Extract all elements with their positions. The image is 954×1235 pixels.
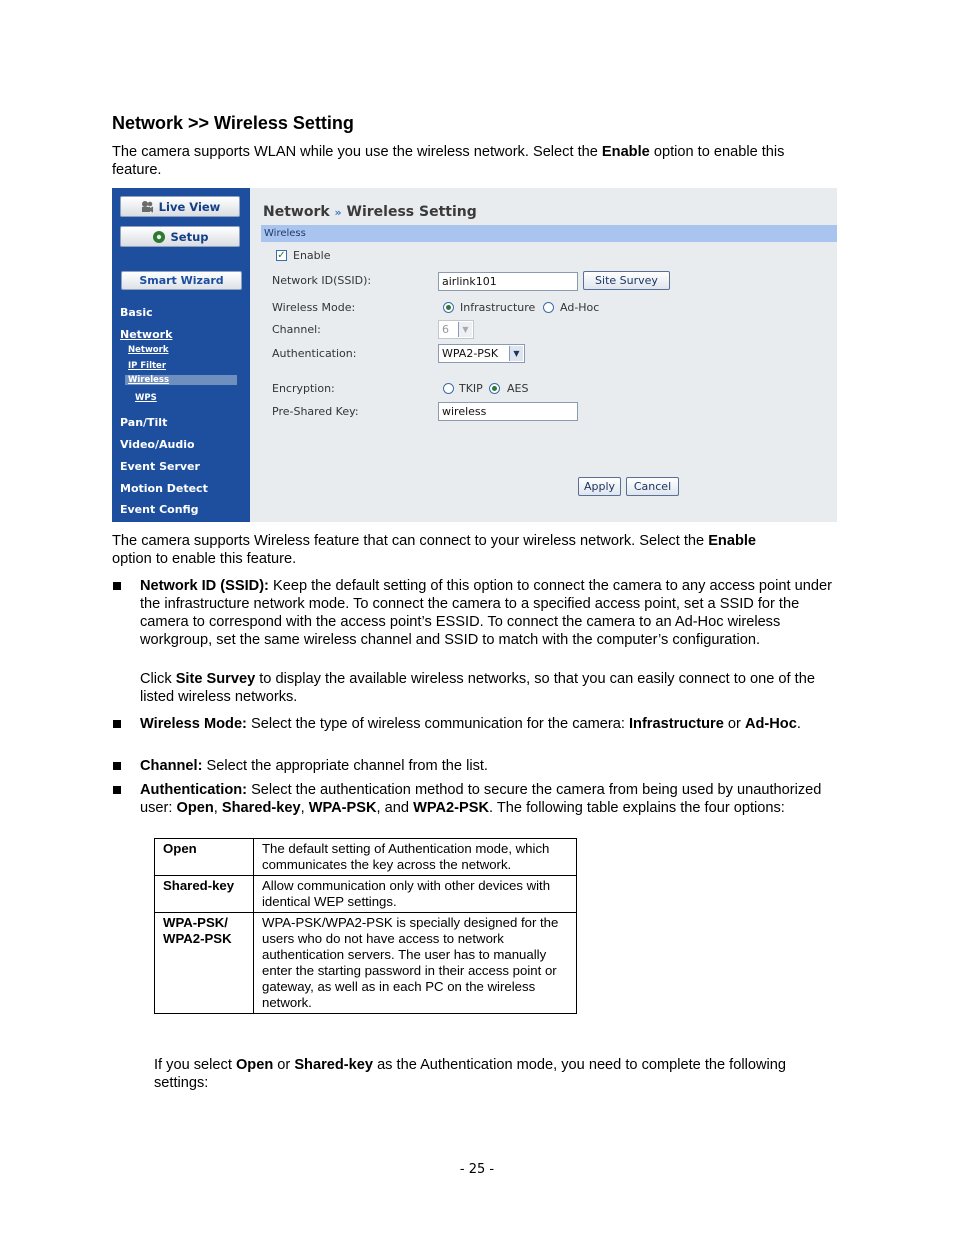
enable-label: Enable <box>293 249 331 262</box>
nav-ip-filter[interactable]: IP Filter <box>128 361 167 371</box>
bullet-marker <box>113 762 121 770</box>
chevron-down-icon: ▼ <box>458 322 472 337</box>
site-survey-note: Click Site Survey to display the available wireless networks, so that you can easily connect to one of the listed wireless networks. <box>140 671 815 705</box>
channel-select[interactable]: 6 ▼ <box>438 320 474 339</box>
psk-label: Pre-Shared Key: <box>272 405 359 418</box>
camera-icon <box>140 200 154 214</box>
table-key: Open <box>155 839 254 876</box>
gear-icon <box>152 230 166 244</box>
table-desc: Allow communication only with other devices with identical WEP settings. <box>254 876 577 913</box>
table-key: WPA-PSK/ WPA2-PSK <box>155 913 254 1014</box>
apply-button[interactable]: Apply <box>578 477 621 496</box>
section-bar: Wireless <box>261 225 837 242</box>
bullet-marker <box>113 582 121 590</box>
nav-video-audio[interactable]: Video/Audio <box>120 438 195 451</box>
table-row <box>155 913 577 1014</box>
infrastructure-radio[interactable] <box>443 302 454 313</box>
bullet-marker <box>113 786 121 794</box>
auth-select[interactable]: WPA2-PSK ▼ <box>438 344 525 363</box>
setup-button[interactable]: Setup <box>120 226 240 247</box>
ssid-input[interactable]: airlink101 <box>438 272 578 291</box>
bullet-mode: Wireless Mode: Select the type of wireless communication for the camera: Infrastructure or Ad-Hoc. <box>140 716 801 732</box>
live-view-button[interactable]: Live View <box>120 196 240 217</box>
sidebar <box>112 188 250 522</box>
psk-input[interactable]: wireless <box>438 402 578 421</box>
nav-event-server[interactable]: Event Server <box>120 460 200 473</box>
bullet-channel: Channel: Select the appropriate channel from the list. <box>140 758 488 774</box>
site-survey-button[interactable]: Site Survey <box>583 271 670 290</box>
nav-event-config[interactable]: Event Config <box>120 503 199 516</box>
chevron-down-icon: ▼ <box>509 346 523 361</box>
nav-network-sub[interactable]: Network <box>128 345 169 355</box>
nav-wireless[interactable]: Wireless <box>125 375 237 385</box>
content-title: Network » Wireless Setting <box>263 204 477 220</box>
nav-motion-detect[interactable]: Motion Detect <box>120 482 208 495</box>
nav-wps[interactable]: WPS <box>135 393 157 403</box>
encryption-label: Encryption: <box>272 382 335 395</box>
bullet-ssid: Network ID (SSID): Keep the default setting of this option to connect the camera to any access point under the infrastructure network mode. To connect the camera to a specified access point, set a SSID for the camera to correspond with the access point’s ESSID. To connect the camera to an Ad-Hoc wireless workgroup, set the same wireless channel and SSID to match with the computer’s configuration. <box>140 578 832 648</box>
bullet-marker <box>113 720 121 728</box>
tkip-label: TKIP <box>459 382 483 395</box>
cancel-button[interactable]: Cancel <box>626 477 679 496</box>
nav-basic[interactable]: Basic <box>120 306 153 319</box>
mode-label: Wireless Mode: <box>272 301 356 314</box>
authentication-table <box>154 838 577 1014</box>
wireless-setting-screenshot <box>112 188 837 522</box>
table-desc: WPA-PSK/WPA2-PSK is specially designed for the users who do not have access to network authentication servers. The user has to manually enter the starting password in their access point or gateway, as well as in each PC on the wireless network. <box>254 913 577 1014</box>
bullet-auth: Authentication: Select the authentication method to secure the camera from being used by unauthorized user: Open, Shared-key, WPA-PSK, and WPA2-PSK. The following table explains the four options: <box>140 782 822 816</box>
intro-paragraph: The camera supports WLAN while you use the wireless network. Select the Enable option to enable this feature. <box>112 144 785 178</box>
table-desc: The default setting of Authentication mode, which communicates the key across the network. <box>254 839 577 876</box>
description-paragraph: The camera supports Wireless feature that can connect to your wireless network. Select the Enable option to enable this feature. <box>112 533 757 567</box>
table-row <box>155 839 577 876</box>
section-heading: Network >> Wireless Setting <box>112 113 354 133</box>
table-key: Shared-key <box>155 876 254 913</box>
enable-checkbox[interactable]: ✓ <box>277 250 286 261</box>
nav-network[interactable]: Network <box>120 328 173 341</box>
ssid-label: Network ID(SSID): <box>272 274 372 287</box>
closing-paragraph: If you select Open or Shared-key as the Authentication mode, you need to complete the following settings: <box>154 1057 786 1091</box>
aes-label: AES <box>507 382 529 395</box>
table-row <box>155 876 577 913</box>
channel-label: Channel: <box>272 323 321 336</box>
nav-pan-tilt[interactable]: Pan/Tilt <box>120 416 168 429</box>
tkip-radio[interactable] <box>443 383 454 394</box>
adhoc-label: Ad-Hoc <box>560 301 600 314</box>
adhoc-radio[interactable] <box>543 302 554 313</box>
aes-radio[interactable] <box>489 383 500 394</box>
page-number: - 25 - <box>459 1162 495 1177</box>
smart-wizard-button[interactable]: Smart Wizard <box>121 271 242 290</box>
infrastructure-label: Infrastructure <box>460 301 536 314</box>
auth-label: Authentication: <box>272 347 357 360</box>
